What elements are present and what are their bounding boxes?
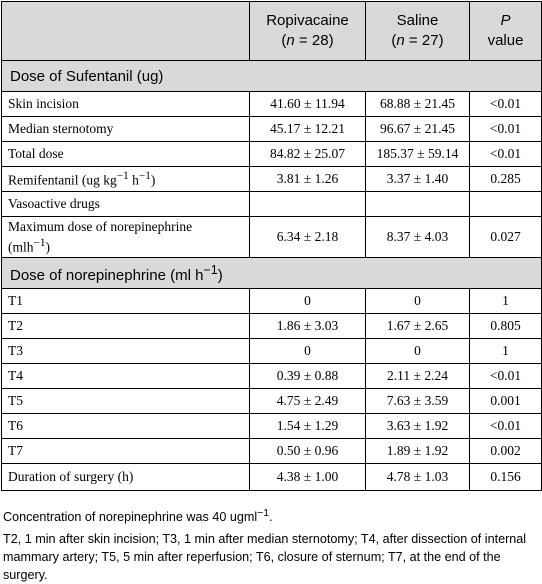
row-label: T2 [2,314,250,339]
table-row [2,414,542,439]
header-row [2,2,542,61]
ropivacaine-value: 3.81 ± 1.26 [250,167,366,192]
saline-value: 96.67 ± 21.45 [366,117,470,142]
saline-value: 2.11 ± 2.24 [366,364,470,389]
table-row [2,364,542,389]
section-title: Dose of Sufentanil (ug) [2,61,542,92]
ropivacaine-value: 6.34 ± 2.18 [250,217,366,258]
p-value: 0.156 [470,464,542,491]
saline-value: 7.63 ± 3.59 [366,389,470,414]
section-title: Dose of norepinephrine (ml $h^{-1}$) [2,258,542,289]
table-row [2,92,542,117]
row-label: T3 [2,339,250,364]
table-row [2,142,542,167]
section-norepinephrine [2,258,542,289]
table-row [2,117,542,142]
footnote-concentration: Concentration of norepinephrine was 40 ugml$^{-1}$. [3,507,273,525]
p-value: <0.01 [470,142,542,167]
saline-value: 0 [366,289,470,314]
table-row [2,289,542,314]
header-empty-cell [2,2,250,61]
table-footnotes [3,504,539,584]
ropivacaine-value: 4.75 ± 2.49 [250,389,366,414]
table-row [2,192,542,217]
p-value: 0.027 [470,217,542,258]
p-value: 1 [470,289,542,314]
saline-value: 185.37 ± 59.14 [366,142,470,167]
row-label: Vasoactive drugs [2,192,250,217]
row-label: T4 [2,364,250,389]
results-table [1,1,542,491]
saline-value: 1.67 ± 2.65 [366,314,470,339]
p-value: <0.01 [470,92,542,117]
p-value: 0.805 [470,314,542,339]
table-row [2,314,542,339]
table-row [2,389,542,414]
saline-value: 68.88 ± 21.45 [366,92,470,117]
ropivacaine-value: 1.86 ± 3.03 [250,314,366,339]
saline-value: 3.37 ± 1.40 [366,167,470,192]
row-label: T7 [2,439,250,464]
header-saline: Saline (n = 27) [366,2,470,61]
table-row [2,439,542,464]
ropivacaine-value: 45.17 ± 12.21 [250,117,366,142]
table-row [2,167,542,192]
p-value [470,192,542,217]
header-p-value: P value [470,2,542,61]
row-label: Maximum dose of norepinephrine (mlh$^{-1}$) [2,217,250,258]
ropivacaine-value: 0.39 ± 0.88 [250,364,366,389]
saline-value [366,192,470,217]
p-value: 1 [470,339,542,364]
row-label: T6 [2,414,250,439]
ropivacaine-value: 1.54 ± 1.29 [250,414,366,439]
saline-value: 0 [366,339,470,364]
p-value: <0.01 [470,364,542,389]
ropivacaine-value [250,192,366,217]
p-value: 0.285 [470,167,542,192]
footnote-timepoints: T2, 1 min after skin incision; T3, 1 min after median sternotomy; T4, after dissection of internal mammary artery; T5, 5 min after reperfusion; T6, closure of sternum; T7, at the end of the surgery. [3,532,527,583]
saline-value: 3.63 ± 1.92 [366,414,470,439]
saline-value: 8.37 ± 4.03 [366,217,470,258]
ropivacaine-value: 84.82 ± 25.07 [250,142,366,167]
row-label: T1 [2,289,250,314]
ropivacaine-value: 41.60 ± 11.94 [250,92,366,117]
saline-value: 1.89 ± 1.92 [366,439,470,464]
row-label: Duration of surgery (h) [2,464,250,491]
row-label: Skin incision [2,92,250,117]
p-value: <0.01 [470,117,542,142]
row-label: Total dose [2,142,250,167]
p-value: <0.01 [470,414,542,439]
p-value: 0.002 [470,439,542,464]
row-label: Remifentanil (ug $kg^{-1}$ $h^{-1}$) [2,167,250,192]
saline-value: 4.78 ± 1.03 [366,464,470,491]
ropivacaine-value: 0 [250,339,366,364]
row-label: Median sternotomy [2,117,250,142]
row-label: T5 [2,389,250,414]
p-value: 0.001 [470,389,542,414]
header-ropivacaine: Ropivacaine (n = 28) [250,2,366,61]
table-row [2,339,542,364]
ropivacaine-value: 0.50 ± 0.96 [250,439,366,464]
ropivacaine-value: 4.38 ± 1.00 [250,464,366,491]
table-row [2,217,542,258]
section-sufentanil [2,61,542,92]
ropivacaine-value: 0 [250,289,366,314]
table-row [2,464,542,491]
